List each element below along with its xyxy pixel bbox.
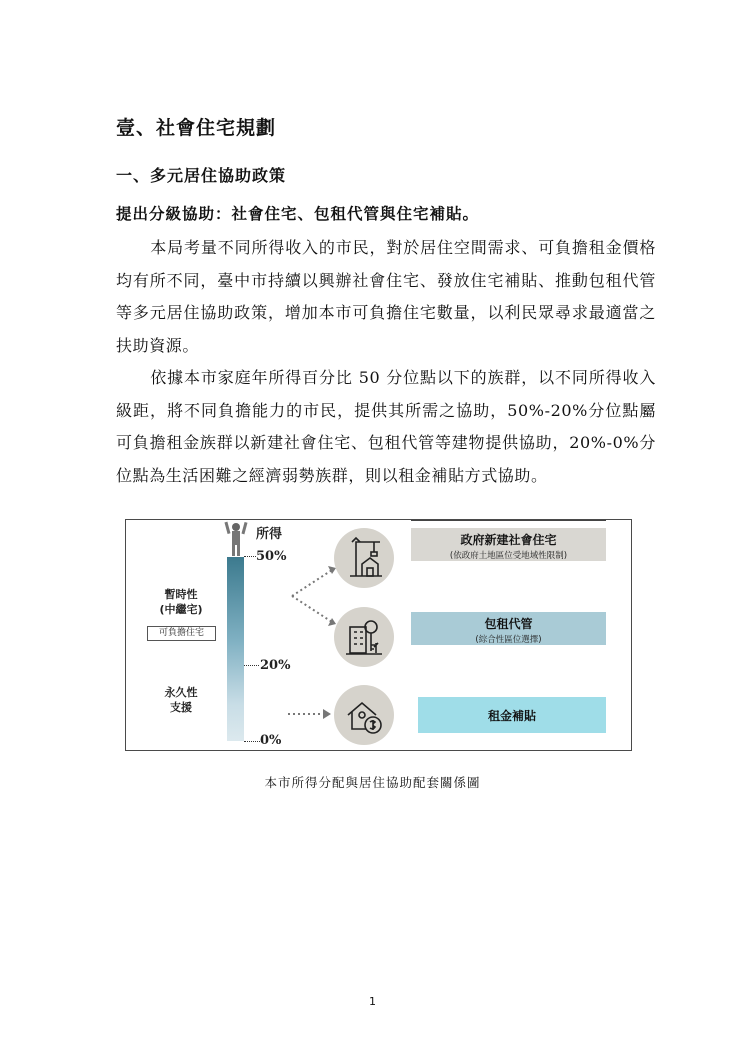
permanent-label: 永久性 支援 [164, 686, 198, 714]
top-divider [411, 520, 606, 521]
dotted-arrow-right-icon [286, 708, 334, 720]
social-housing-sub: (依政府土地區位受地域性限制) [449, 551, 568, 561]
rent-subsidy-box [418, 697, 606, 733]
social-housing-box [411, 528, 606, 561]
affordable-housing-label: 可負擔住宅 [147, 626, 216, 641]
lease-management-title: 包租代管 [484, 617, 533, 631]
lease-circle [334, 607, 394, 667]
person-raising-arms-icon [223, 520, 249, 560]
income-label: 所得 [256, 527, 283, 542]
policy-heading: 提出分級協助：社會住宅、包租代管與住宅補貼。 [116, 204, 480, 223]
pct-20-label: 20% [260, 658, 291, 673]
lease-management-box [411, 612, 606, 645]
social-housing-title: 政府新建社會住宅 [460, 533, 557, 547]
paragraph-1-text: 本局考量不同所得收入的市民，對於居住空間需求、可負擔租金價格均有所不同，臺中市持續以興辦社會住宅、發放住宅補貼、推動包租代管等多元居住協助政策，增加本市可負擔住宅數量，以利民眾尋求最適當之扶助資源。 [116, 238, 656, 355]
page-number: 1 [369, 995, 376, 1008]
pct-0-label: 0% [260, 733, 282, 748]
lease-management-sub: (綜合性區位選擇) [475, 635, 542, 645]
rent-subsidy-circle [334, 685, 394, 745]
temporary-label: 暫時性 (中繼宅) [159, 588, 203, 616]
income-gradient-bar [227, 557, 244, 741]
rent-subsidy-title: 租金補貼 [487, 709, 536, 723]
figure-caption: 本市所得分配與居住協助配套關係圖 [264, 775, 481, 790]
building-key-icon [334, 607, 394, 667]
income-assistance-figure [125, 519, 632, 751]
paragraph-1 [116, 232, 656, 362]
construction-circle [334, 528, 394, 588]
paragraph-2-text: 依據本市家庭年所得百分比 50 分位點以下的族群，以不同所得收入級距，將不同負擔能力的市民，提供其所需之協助，50%-20%分位點屬可負擔租金族群以新建社會住宅、包租代管等建物提供協助，20%-0%分位點為生活困難之經濟弱勢族群，則以租金補貼方式協助。 [116, 368, 656, 485]
construction-crane-house-icon [334, 528, 394, 588]
house-coin-icon [334, 685, 394, 745]
mark-50 [244, 556, 256, 557]
pct-50-label: 50% [256, 549, 287, 564]
paragraph-2 [116, 362, 656, 492]
subsection-heading: 一、多元居住協助政策 [116, 166, 287, 185]
mark-0 [244, 741, 260, 742]
section-heading: 壹、社會住宅規劃 [116, 117, 277, 139]
mark-20 [244, 665, 259, 666]
